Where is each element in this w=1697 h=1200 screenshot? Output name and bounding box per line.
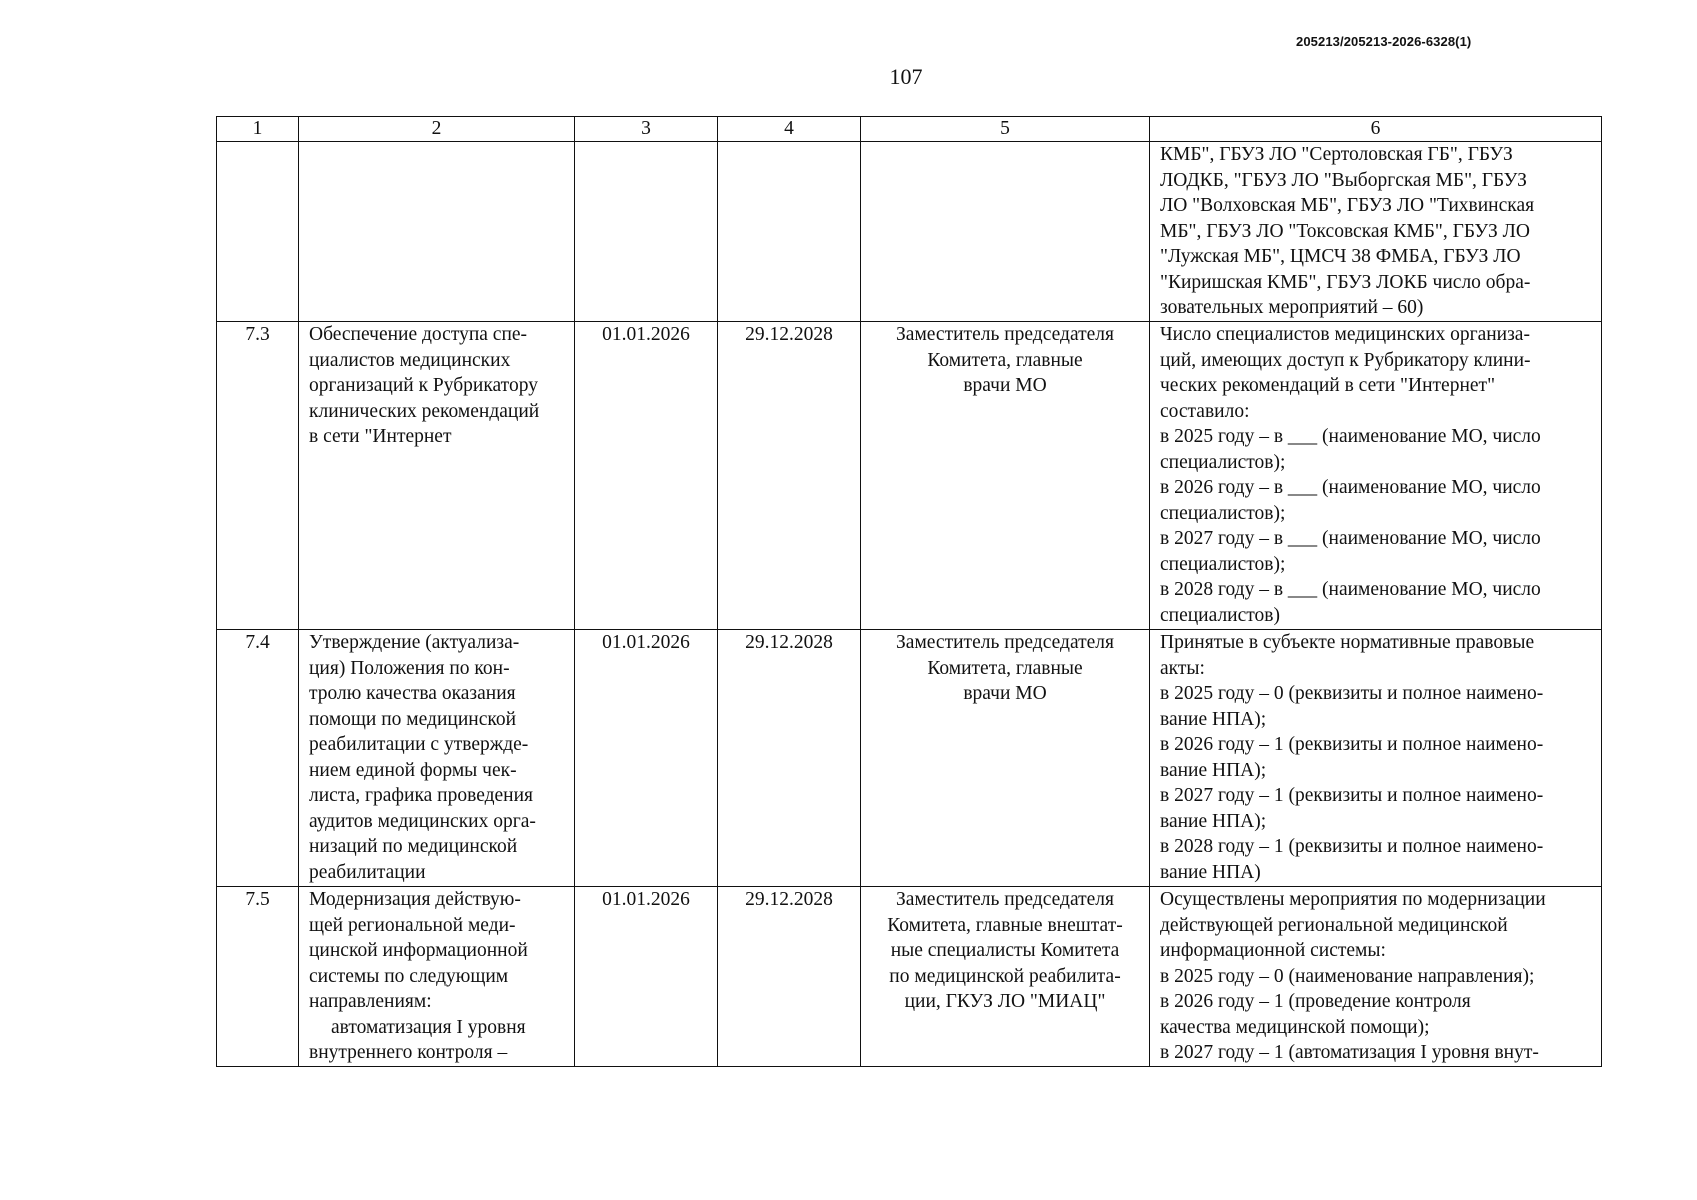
cell-task — [299, 630, 575, 887]
text-line: системы по следующим — [309, 965, 509, 987]
table-row — [217, 142, 1602, 322]
text-line: ЛОДКБ, "ГБУЗ ЛО "Выборгская МБ", ГБУЗ — [1160, 169, 1527, 191]
text-line: внутреннего контроля – — [309, 1042, 508, 1063]
text-line: специалистов) — [1160, 604, 1280, 626]
text-line: Комитета, главные — [927, 349, 1083, 371]
text-line: цинской информационной — [309, 940, 528, 961]
text-line: вание НПА) — [1160, 861, 1261, 883]
text-line: в 2026 году – 1 (реквизиты и полное наимено- — [1160, 734, 1544, 755]
text-line: информационной системы: — [1160, 940, 1386, 961]
column-header: 3 — [575, 117, 718, 142]
text-line: врачи МО — [963, 683, 1047, 704]
text-line: акты: — [1160, 657, 1205, 679]
text-line: реабилитации с утвержде- — [309, 734, 529, 755]
column-header: 5 — [861, 117, 1150, 142]
cell-num: 7.3 — [217, 322, 299, 630]
text-line: в 2025 году – 0 (наименование направления); — [1160, 965, 1535, 987]
cell-responsible — [861, 322, 1150, 630]
activities-table — [216, 116, 1602, 1067]
cell-num: 7.5 — [217, 887, 299, 1067]
text-line: врачи МО — [963, 375, 1047, 396]
cell-responsible — [861, 887, 1150, 1067]
text-line: КМБ", ГБУЗ ЛО "Сертоловская ГБ", ГБУЗ — [1160, 144, 1513, 165]
text-line: специалистов); — [1160, 451, 1286, 473]
table-row — [217, 322, 1602, 630]
text-line: специалистов); — [1160, 502, 1286, 524]
table-row — [217, 630, 1602, 887]
text-line: Заместитель председателя — [896, 889, 1114, 910]
text-line: автоматизация I уровня — [331, 1016, 526, 1038]
column-header: 6 — [1150, 117, 1602, 142]
cell-num: 7.4 — [217, 630, 299, 887]
text-line: ции, ГКУЗ ЛО "МИАЦ" — [904, 991, 1106, 1012]
cell-start: 01.01.2026 — [575, 630, 718, 887]
text-line: Утверждение (актуализа- — [309, 632, 520, 653]
text-line: МБ", ГБУЗ ЛО "Токсовская КМБ", ГБУЗ ЛО — [1160, 220, 1530, 242]
text-line: в 2026 году – 1 (проведение контроля — [1160, 991, 1471, 1012]
cell-responsible — [861, 630, 1150, 887]
table-row — [217, 887, 1602, 1067]
text-line: "Киришская КМБ", ГБУЗ ЛОКБ число обра- — [1160, 271, 1531, 293]
cell-result — [1150, 887, 1602, 1067]
text-line: Принятые в субъекте нормативные правовые — [1160, 632, 1535, 653]
text-line: тролю качества оказания — [309, 683, 516, 704]
text-line: в 2025 году – в ___ (наименование МО, число — [1160, 426, 1541, 447]
text-line: Заместитель председателя — [896, 632, 1114, 653]
text-line: Комитета, главные — [927, 657, 1083, 679]
cell-result — [1150, 322, 1602, 630]
text-line: организаций к Рубрикатору — [309, 375, 538, 396]
cell-end: 29.12.2028 — [718, 322, 861, 630]
cell-start: 01.01.2026 — [575, 887, 718, 1067]
text-line: по медицинской реабилита- — [889, 965, 1121, 987]
cell-end: 29.12.2028 — [718, 887, 861, 1067]
text-line: качества медицинской помощи); — [1160, 1016, 1430, 1038]
cell-start: 01.01.2026 — [575, 322, 718, 630]
text-line: составило: — [1160, 400, 1250, 422]
page-number: 107 — [889, 64, 923, 89]
cell-responsible — [861, 142, 1150, 322]
text-line: ций, имеющих доступ к Рубрикатору клини- — [1160, 349, 1531, 371]
text-line: в 2028 году – 1 (реквизиты и полное наимено- — [1160, 836, 1544, 857]
text-line: "Лужская МБ", ЦМСЧ 38 ФМБА, ГБУЗ ЛО — [1160, 246, 1521, 267]
text-line: вание НПА); — [1160, 810, 1267, 832]
text-line: реабилитации — [309, 861, 426, 883]
column-header: 2 — [299, 117, 575, 142]
text-line: щей региональной меди- — [309, 914, 516, 936]
text-line: Модернизация действую- — [309, 889, 521, 910]
text-line: в 2025 году – 0 (реквизиты и полное наимено- — [1160, 683, 1544, 704]
text-line: ные специалисты Комитета — [890, 940, 1120, 961]
text-line: в 2027 году – 1 (реквизиты и полное наимено- — [1160, 785, 1544, 806]
cell-start — [575, 142, 718, 322]
text-line: в 2026 году – в ___ (наименование МО, число — [1160, 477, 1541, 498]
text-line: вание НПА); — [1160, 759, 1267, 781]
text-line: помощи по медицинской — [309, 708, 517, 730]
text-line: в сети "Интернет — [309, 426, 452, 447]
text-line: ческих рекомендаций в сети "Интернет" — [1160, 375, 1496, 396]
text-line: Осуществлены мероприятия по модернизации — [1160, 889, 1546, 910]
text-line: нием единой формы чек- — [309, 759, 517, 781]
text-line: ция) Положения по кон- — [309, 657, 510, 679]
text-line: ЛО "Волховская МБ", ГБУЗ ЛО "Тихвинская — [1160, 195, 1535, 216]
text-line: зовательных мероприятий – 60) — [1160, 297, 1424, 318]
cell-result — [1150, 142, 1602, 322]
text-line: Обеспечение доступа спе- — [309, 324, 528, 345]
cell-task — [299, 887, 575, 1067]
cell-end — [718, 142, 861, 322]
cell-task — [299, 322, 575, 630]
text-line: листа, графика проведения — [309, 785, 534, 806]
column-header: 4 — [718, 117, 861, 142]
text-line: в 2027 году – в ___ (наименование МО, число — [1160, 528, 1541, 549]
text-line: клинических рекомендаций — [309, 400, 540, 422]
text-line: Заместитель председателя — [896, 324, 1114, 345]
document-id: 205213/205213-2026-6328(1) — [1296, 34, 1472, 49]
cell-task — [299, 142, 575, 322]
cell-result — [1150, 630, 1602, 887]
text-line: низаций по медицинской — [309, 836, 518, 857]
text-line: Число специалистов медицинских организа- — [1160, 324, 1530, 345]
cell-num — [217, 142, 299, 322]
text-line: вание НПА); — [1160, 708, 1267, 730]
text-line: специалистов); — [1160, 553, 1286, 575]
cell-end: 29.12.2028 — [718, 630, 861, 887]
column-header: 1 — [217, 117, 299, 142]
text-line: в 2027 году – 1 (автоматизация I уровня внут- — [1160, 1042, 1539, 1063]
text-line: аудитов медицинских орга- — [309, 810, 536, 832]
text-line: циалистов медицинских — [309, 349, 511, 371]
text-line: Комитета, главные внештат- — [887, 914, 1123, 936]
text-line: в 2028 году – в ___ (наименование МО, число — [1160, 579, 1541, 600]
text-line: действующей региональной медицинской — [1160, 914, 1508, 936]
text-line: направлениям: — [309, 991, 432, 1012]
table-header-row — [217, 117, 1602, 142]
